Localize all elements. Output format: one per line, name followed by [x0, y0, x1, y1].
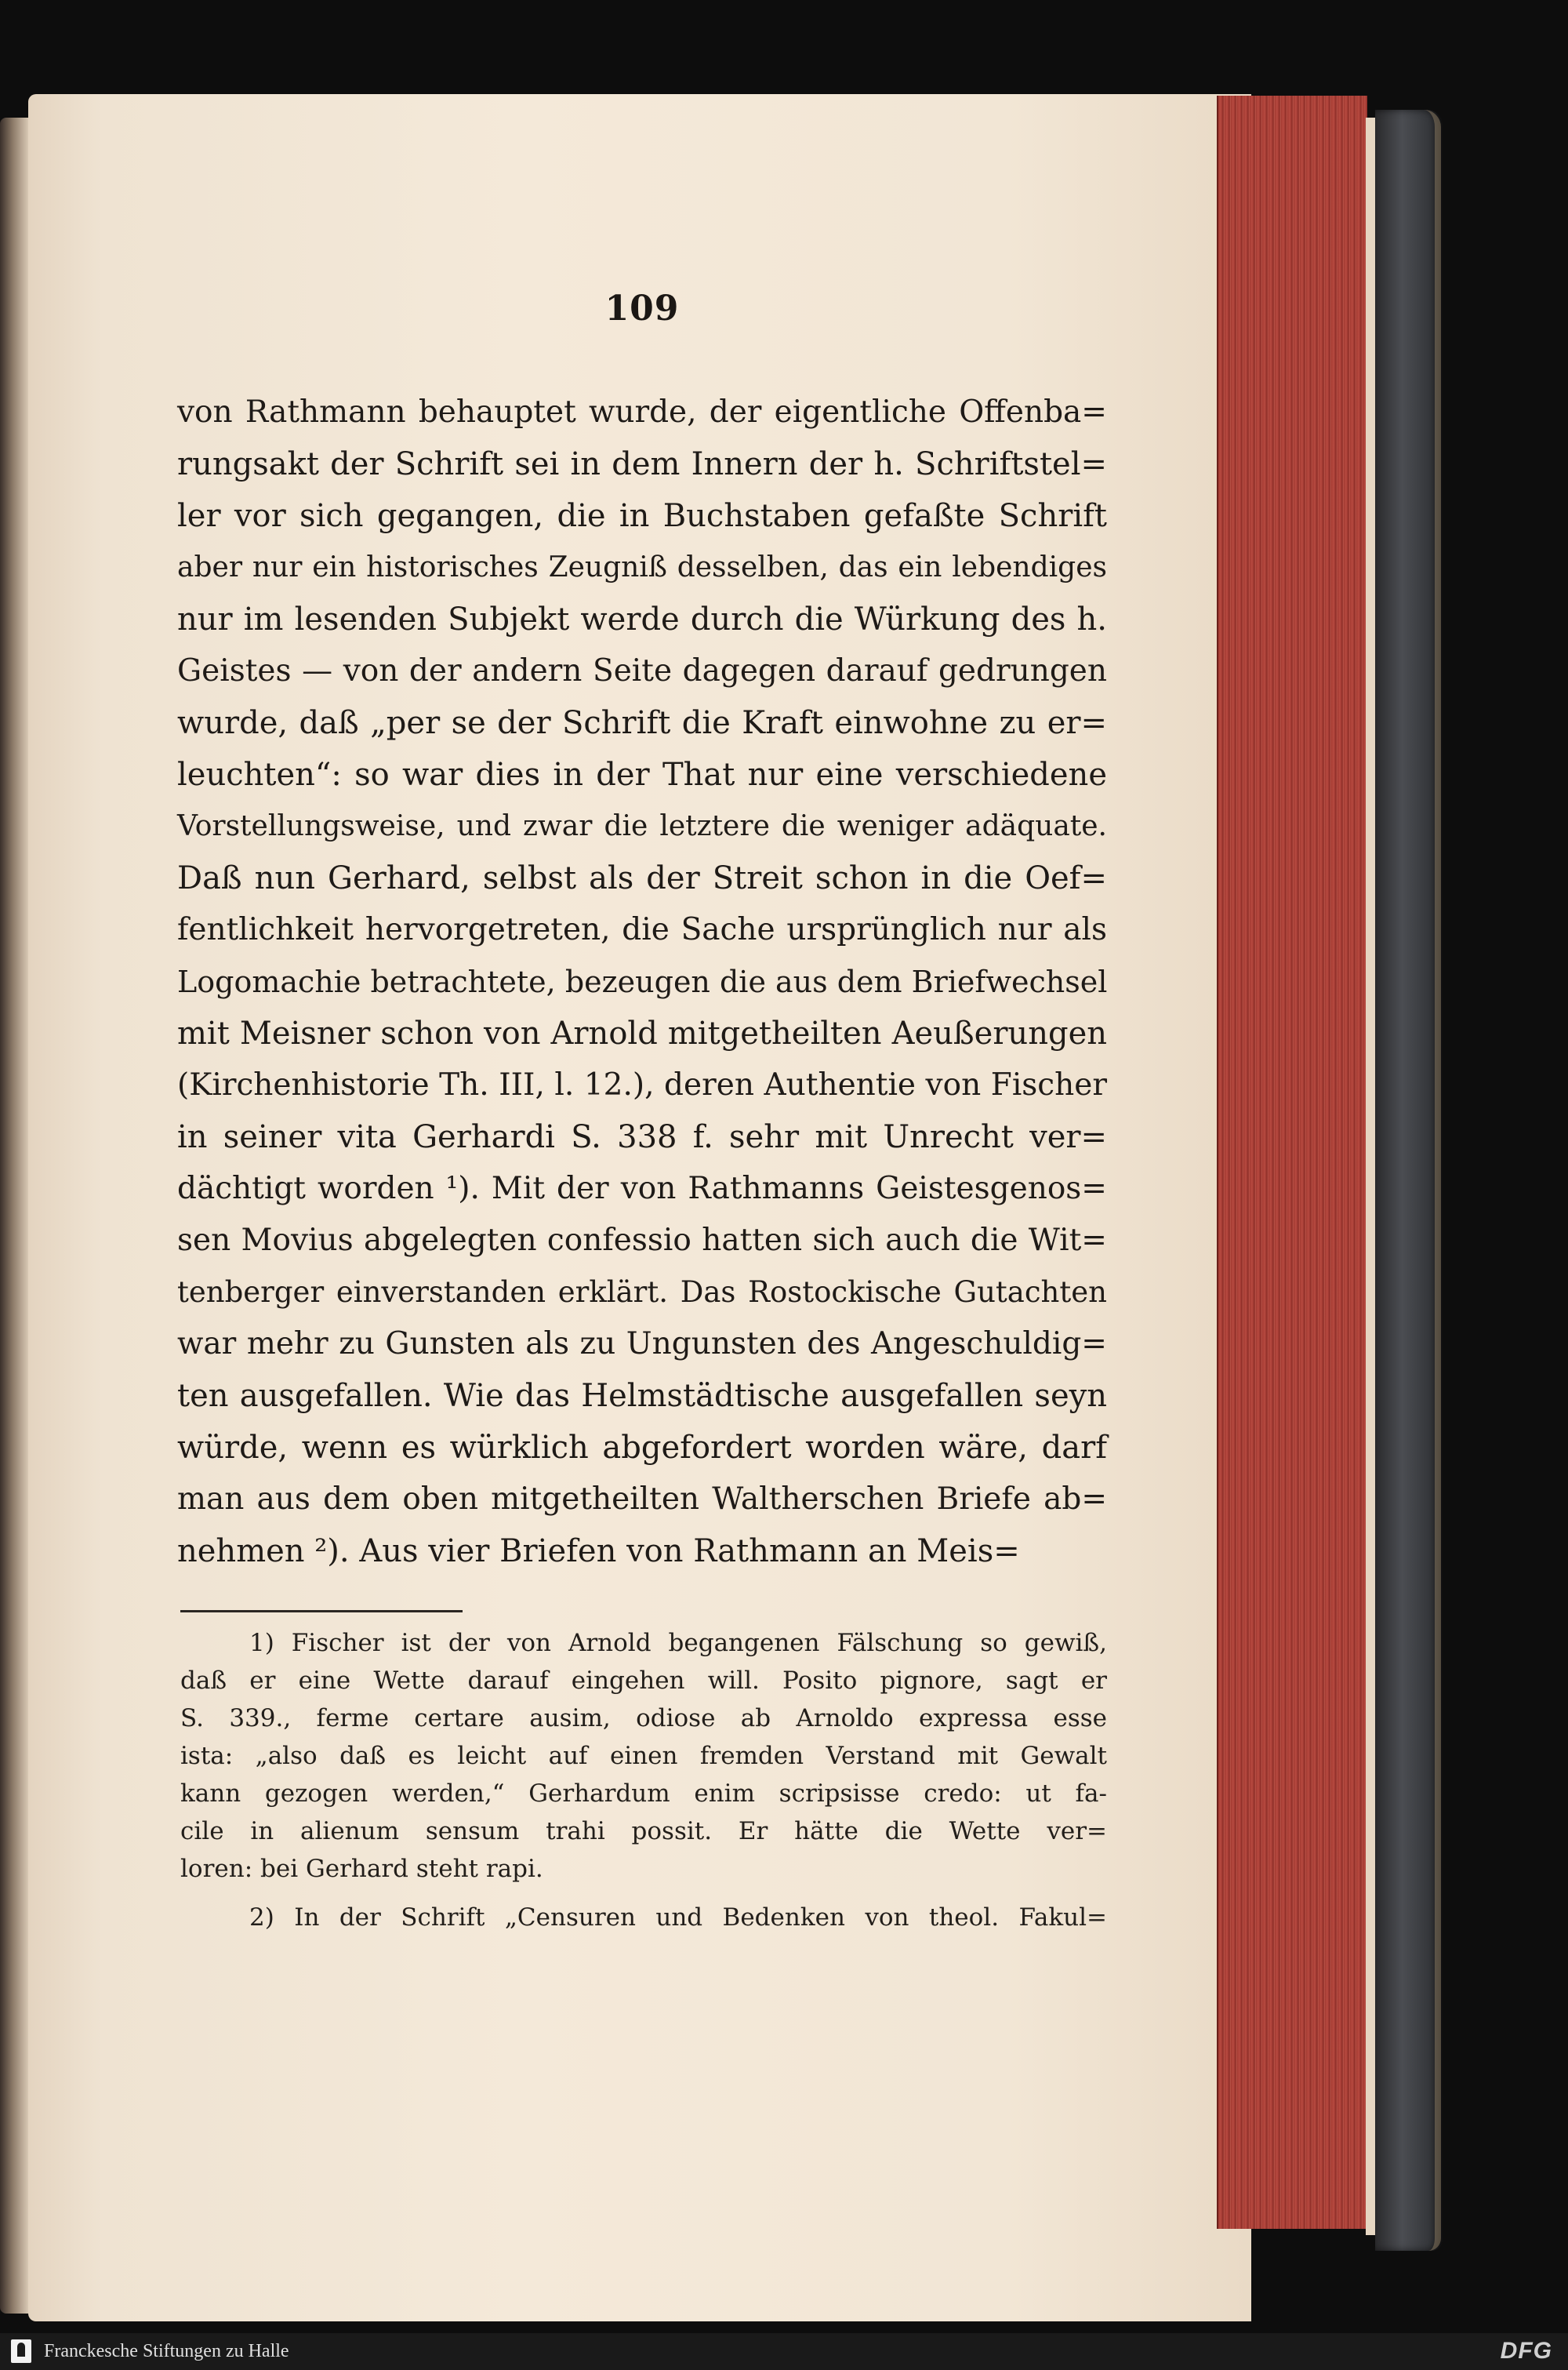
footnote-line: 2) In der Schrift „Censuren und Bedenken von theol. Fakul= — [249, 1903, 1107, 1932]
footnote-line: loren: bei Gerhard steht rapi. — [180, 1855, 543, 1883]
institution-logo-icon — [11, 2339, 31, 2363]
previous-page-edge — [0, 118, 28, 2314]
body-line: mit Meisner schon von Arnold mitgetheilten Aeußerungen — [177, 1016, 1107, 1052]
body-line: ten ausgefallen. Wie das Helmstädtische ausgefallen seyn — [177, 1378, 1107, 1414]
body-line: ler vor sich gegangen, die in Buchstaben gefaßte Schrift — [177, 498, 1107, 534]
body-line: Daß nun Gerhard, selbst als der Streit schon in die Oef= — [177, 860, 1107, 896]
body-line: sen Movius abgelegten confessio hatten sich auch die Wit= — [177, 1223, 1107, 1258]
body-line: war mehr zu Gunsten als zu Ungunsten des Angeschuldig= — [177, 1326, 1107, 1361]
footnote-line: kann gezogen werden,“ Gerhardum enim scripsisse credo: ut fa- — [180, 1779, 1107, 1808]
body-line: Logomachie betrachtete, bezeugen die aus dem Briefwechsel — [177, 965, 1108, 999]
footnote-line: 1) Fischer ist der von Arnold begangenen Fälschung so gewiß, — [249, 1629, 1107, 1657]
footer-institution: Franckesche Stiftungen zu Halle — [44, 2341, 289, 2361]
body-line: Geistes — von der andern Seite dagegen darauf gedrungen — [177, 653, 1107, 689]
body-line: in seiner vita Gerhardi S. 338 f. sehr mit Unrecht ver= — [177, 1119, 1107, 1155]
body-line: leuchten“: so war dies in der That nur eine verschiedene — [177, 757, 1107, 793]
body-line: Vorstellungsweise, und zwar die letztere die weniger adäquate. — [177, 810, 1107, 842]
footnote-line: cile in alienum sensum trahi possit. Er hätte die Wette ver= — [180, 1817, 1107, 1845]
body-line: nur im lesenden Subjekt werde durch die Würkung des h. — [177, 602, 1107, 638]
book-cover-edge — [1403, 110, 1441, 2251]
footnote-divider — [180, 1610, 463, 1612]
footnote-line: ista: „also daß es leicht auf einen fremden Verstand mit Gewalt — [180, 1742, 1107, 1770]
page-edge-light-strip — [1366, 118, 1375, 2235]
body-line: rungsakt der Schrift sei in dem Innern der h. Schriftstel= — [177, 446, 1107, 482]
page-number: 109 — [604, 289, 680, 329]
dfg-badge: DFG — [1500, 2338, 1552, 2364]
body-line: nehmen ²). Aus vier Briefen von Rathmann an Meis= — [177, 1533, 1020, 1569]
body-line: würde, wenn es würklich abgefordert worden wäre, darf — [177, 1430, 1107, 1466]
body-line: aber nur ein historisches Zeugniß desselben, das ein lebendiges — [177, 551, 1107, 583]
body-line: fentlichkeit hervorgetreten, die Sache ursprünglich nur als — [177, 912, 1107, 947]
footnote-line: daß er eine Wette darauf eingehen will. Posito pignore, sagt er — [180, 1667, 1107, 1695]
body-line: dächtigt worden ¹). Mit der von Rathmanns Geistesgenos= — [177, 1171, 1107, 1206]
body-line: von Rathmann behauptet wurde, der eigentliche Offenba= — [177, 394, 1107, 430]
body-line: wurde, daß „per se der Schrift die Kraft einwohne zu er= — [177, 705, 1107, 741]
body-line: man aus dem oben mitgetheilten Waltherschen Briefe ab= — [177, 1481, 1107, 1517]
footer-bar — [0, 2333, 1568, 2370]
red-page-edges — [1217, 96, 1367, 2229]
body-line: (Kirchenhistorie Th. III, l. 12.), deren Authentie von Fischer — [177, 1067, 1107, 1103]
footnote-line: S. 339., ferme certare ausim, odiose ab Arnoldo expressa esse — [180, 1704, 1107, 1732]
body-line: tenberger einverstanden erklärt. Das Rostockische Gutachten — [177, 1275, 1107, 1309]
